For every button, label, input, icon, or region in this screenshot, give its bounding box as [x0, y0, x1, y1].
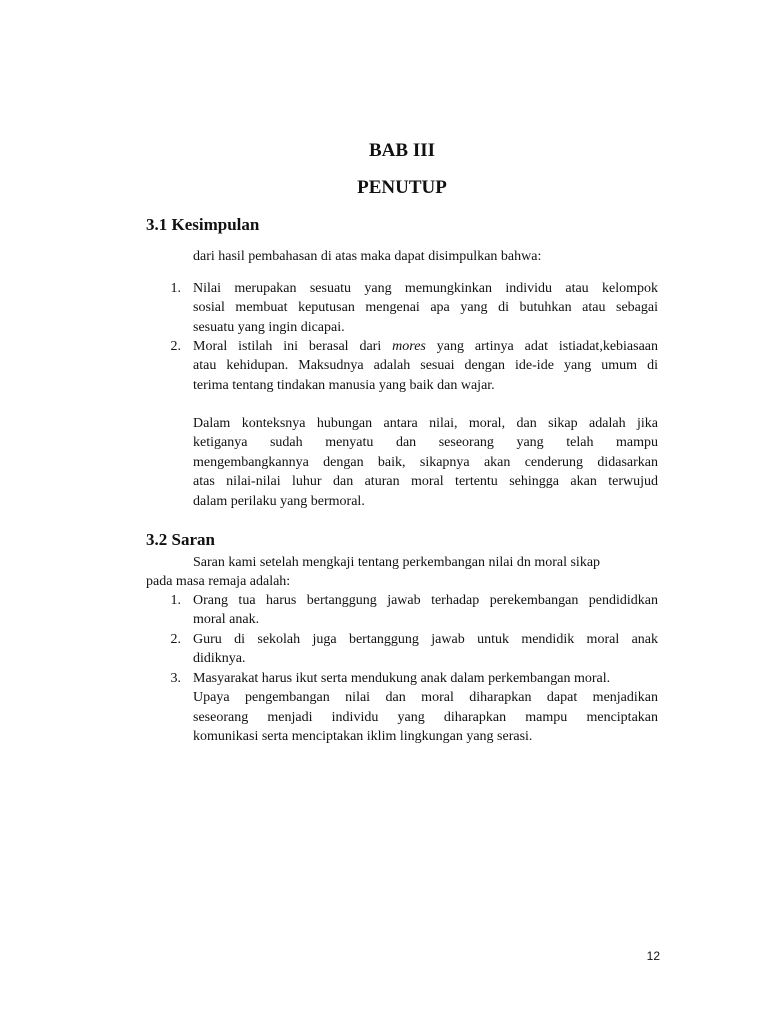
paragraph-line: Dalam konteksnya hubungan antara nilai, moral, dan sikap adalah jika [193, 416, 658, 431]
list-item [193, 669, 658, 747]
list-number: 2. [170, 632, 181, 647]
list-number: 1. [170, 593, 181, 608]
list-item [193, 591, 658, 630]
list-item-line: sosial membuat keputusan mengenai apa yang di butuhkan atau sebagai [193, 300, 658, 316]
text-segment: Moral istilah ini berasal dari [193, 339, 382, 354]
paragraph-line: dalam perilaku yang bermoral. [193, 493, 365, 509]
paragraph-line: mengembangkannya dengan baik, sikapnya akan cenderung didasarkan [193, 454, 658, 470]
conclusion-paragraph [193, 414, 658, 511]
list-item-line [193, 337, 658, 356]
section-heading-saran: 3.2 Saran [146, 530, 215, 549]
list-item-line: moral anak. [193, 612, 260, 628]
paragraph-line: ketiganya sudah menyatu dan seseorang yang telah mampu [193, 435, 658, 451]
list-item-line: Guru di sekolah juga bertanggung jawab untuk mendidik moral anak [193, 632, 658, 647]
chapter-number: BAB III [369, 140, 435, 161]
list-item-line: Nilai merupakan sesuatu yang memungkinkan individu atau kelompok [193, 281, 658, 296]
list-item-line: sesuatu yang ingin dicapai. [193, 319, 345, 335]
section1-intro: dari hasil pembahasan di atas maka dapat disimpulkan bahwa: [193, 249, 542, 264]
list-item-line: atau kehidupan. Maksudnya adalah sesuai dengan ide-ide yang umum di [193, 358, 658, 374]
list-item-line: seseorang menjadi individu yang diharapkan mampu menciptakan [193, 709, 658, 725]
list-item [193, 630, 658, 669]
list-item-line: Orang tua harus bertanggung jawab terhadap perekembangan pendididkan [193, 593, 658, 608]
list-item-line: Masyarakat harus ikut serta mendukung anak dalam perkembangan moral. [193, 671, 611, 686]
list-item-line: didiknya. [193, 651, 246, 667]
italic-term: mores [392, 339, 426, 354]
list-number: 2. [170, 339, 181, 354]
list-item-line: komunikasi serta menciptakan iklim lingkungan yang serasi. [193, 729, 533, 745]
list-item-line: terima tentang tindakan manusia yang baik dan wajar. [193, 377, 495, 393]
list-number: 1. [170, 281, 181, 296]
paragraph-line: atas nilai-nilai luhur dan aturan moral tertentu sehingga akan terwujud [193, 474, 658, 490]
list-item-line: Upaya pengembangan nilai dan moral diharapkan dapat menjadikan [193, 690, 658, 706]
section2-intro-line1: Saran kami setelah mengkaji tentang perkembangan nilai dn moral sikap [193, 555, 601, 570]
text-segment: yang artinya adat istiadat,kebiasaan [436, 339, 659, 354]
page-number: 12 [646, 949, 660, 963]
section-heading-kesimpulan: 3.1 Kesimpulan [146, 215, 260, 234]
chapter-title: PENUTUP [357, 177, 447, 198]
list-item [193, 337, 658, 395]
list-number: 3. [170, 671, 181, 686]
section2-intro-line2: pada masa remaja adalah: [146, 574, 291, 589]
list-item [193, 279, 658, 337]
